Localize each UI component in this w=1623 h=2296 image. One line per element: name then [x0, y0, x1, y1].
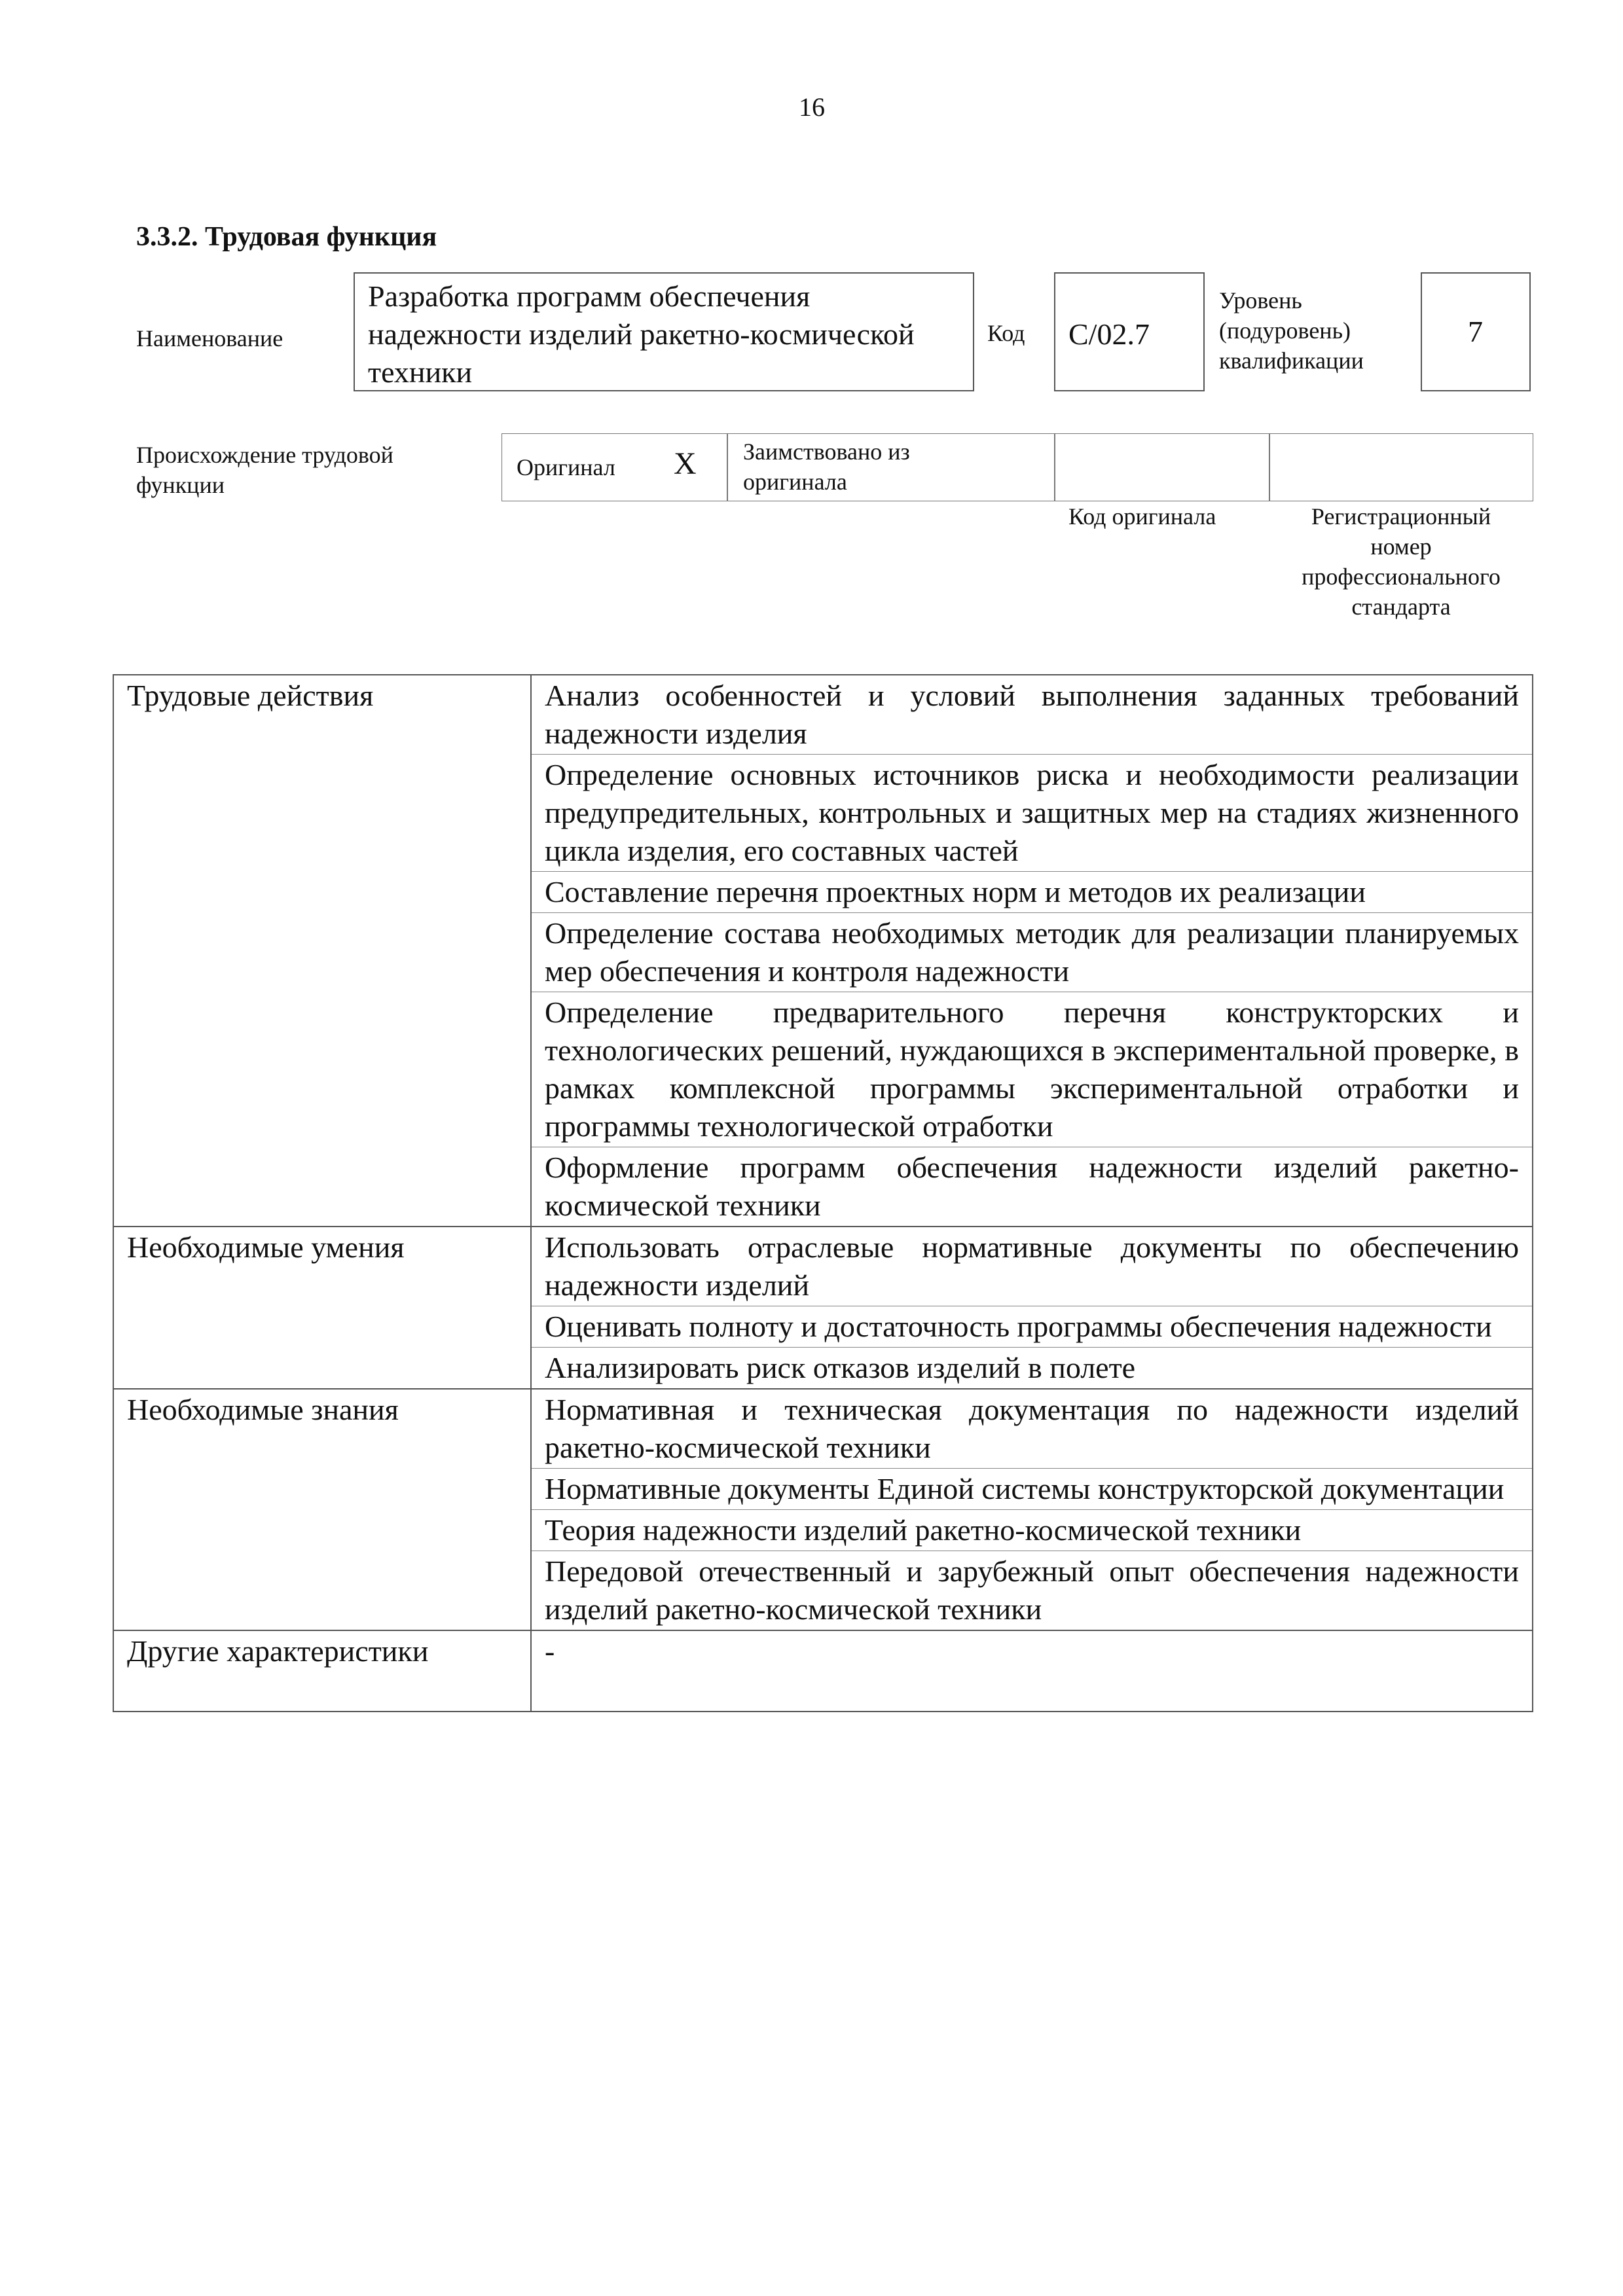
level-label: [1219, 285, 1364, 376]
category-required-knowledge: Необходимые знания: [113, 1389, 531, 1630]
table-row: [113, 1389, 1533, 1469]
section-heading: 3.3.2. Трудовая функция: [136, 222, 437, 252]
table-row: [113, 1227, 1533, 1306]
borrowed-label-line: оригинала: [743, 469, 847, 495]
borrowed-box: [727, 433, 1055, 501]
function-name-line: Разработка программ обеспечения: [368, 279, 811, 313]
table-row: [113, 675, 1533, 755]
original-label: Оригинал: [517, 454, 615, 480]
origin-label: [136, 440, 393, 500]
code-original-label: Код оригинала: [1068, 503, 1216, 529]
level-label-line: (подуровень): [1219, 317, 1351, 344]
labor-action-item: Определение предварительного перечня конструкторских и технологических решений, нуждающихся в экспериментальной проверке, в рамках комплексной программы экспериментальной отработки и программы технологической отработки: [531, 992, 1533, 1147]
labor-action-item: Анализ особенностей и условий выполнения заданных требований надежности изделия: [531, 675, 1533, 755]
borrowed-label: [743, 437, 910, 497]
category-labor-actions: Трудовые действия: [113, 675, 531, 1227]
reg-number-box: [1269, 433, 1533, 501]
borrowed-label-line: Заимствовано из: [743, 439, 910, 465]
reg-number-label: [1270, 501, 1532, 622]
knowledge-item: Передовой отечественный и зарубежный опыт обеспечения надежности изделий ракетно-космической техники: [531, 1551, 1533, 1631]
level-box: [1421, 272, 1531, 391]
reg-number-label-line: номер: [1370, 533, 1432, 560]
code-value: С/02.7: [1068, 317, 1150, 351]
other-characteristic-item: -: [531, 1630, 1533, 1712]
reg-number-label-line: стандарта: [1351, 594, 1451, 620]
code-original-box: [1054, 433, 1270, 501]
table-row: [113, 1630, 1533, 1712]
code-label: Код: [987, 320, 1025, 346]
function-name-box: [354, 272, 974, 391]
knowledge-item: Теория надежности изделий ракетно-космической техники: [531, 1510, 1533, 1551]
skill-item: Оценивать полноту и достаточность программы обеспечения надежности: [531, 1306, 1533, 1348]
knowledge-item: Нормативные документы Единой системы конструкторской документации: [531, 1469, 1533, 1510]
function-name-value: [368, 278, 915, 391]
level-value: 7: [1468, 315, 1483, 348]
original-box: [501, 433, 728, 501]
knowledge-item: Нормативная и техническая документация по надежности изделий ракетно-космической техники: [531, 1389, 1533, 1469]
original-mark: X: [674, 446, 697, 481]
category-required-skills: Необходимые умения: [113, 1227, 531, 1389]
labor-action-item: Составление перечня проектных норм и методов их реализации: [531, 872, 1533, 913]
function-name-line: техники: [368, 355, 473, 389]
category-other-characteristics: Другие характеристики: [113, 1630, 531, 1712]
function-details-table: [113, 674, 1533, 1712]
skill-item: Использовать отраслевые нормативные документы по обеспечению надежности изделий: [531, 1227, 1533, 1306]
skill-item: Анализировать риск отказов изделий в полете: [531, 1348, 1533, 1390]
reg-number-label-line: Регистрационный: [1311, 503, 1491, 529]
function-name-line: надежности изделий ракетно-космической: [368, 317, 915, 351]
reg-number-label-line: профессионального: [1302, 564, 1501, 590]
level-label-line: квалификации: [1219, 348, 1364, 374]
origin-label-line: функции: [136, 472, 225, 498]
code-box: [1054, 272, 1205, 391]
page-number: 16: [799, 92, 825, 122]
labor-action-item: Определение состава необходимых методик для реализации планируемых мер обеспечения и контроля надежности: [531, 913, 1533, 992]
labor-action-item: Оформление программ обеспечения надежности изделий ракетно-космической техники: [531, 1147, 1533, 1227]
origin-label-line: Происхождение трудовой: [136, 442, 393, 468]
labor-action-item: Определение основных источников риска и необходимости реализации предупредительных, контрольных и защитных мер на стадиях жизненного цикла изделия, его составных частей: [531, 755, 1533, 872]
level-label-line: Уровень: [1219, 287, 1302, 314]
name-label: Наименование: [136, 325, 283, 351]
